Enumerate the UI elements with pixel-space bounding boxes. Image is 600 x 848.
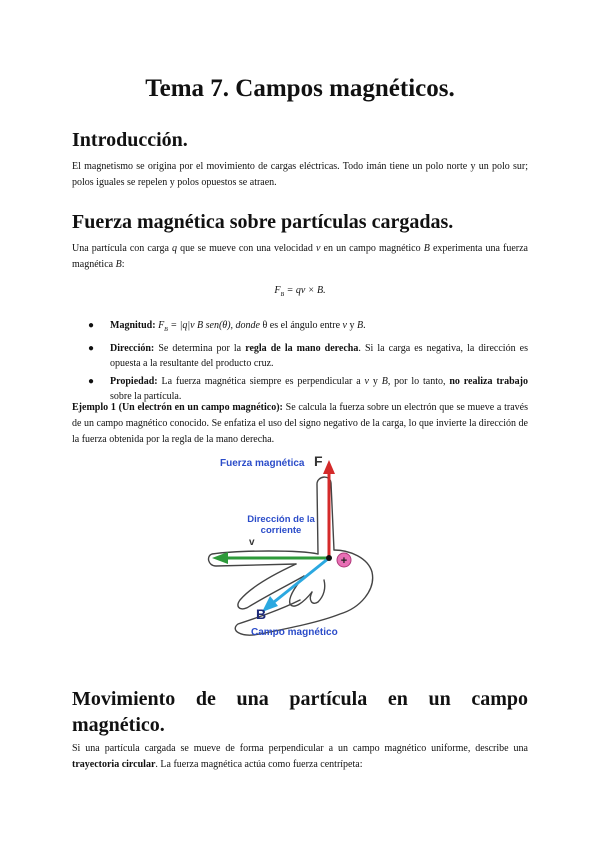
charge-symbol: + bbox=[340, 555, 348, 567]
introduction-paragraph: El magnetismo se origina por el movimiento de cargas eléctricas. Todo imán tiene un polo norte y un polo sur; polos iguales se repelen y polos opuestos se atraen. bbox=[72, 161, 528, 188]
property-direction: ● Dirección: Se determina por la regla de la mano derecha. Si la carga es negativa, la dirección es opuesta a la resultante del producto cruz. bbox=[88, 343, 528, 369]
magnetic-force-intro: Una partícula con carga q que se mueve con una velocidad v en un campo magnético B experimenta una fuerza magnética B: bbox=[72, 243, 528, 270]
particle-motion-paragraph: Si una partícula cargada se mueve de forma perpendicular a un campo magnético uniforme, describe una trayectoria circular. La fuerza magnética actúa como fuerza centrípeta: bbox=[72, 743, 528, 770]
property-magnitude: ● Magnitud: $F_B = |q|v$ B sen(θ), donde θ es el ángulo entre v y B. bbox=[88, 320, 366, 333]
section-heading-particle-motion: Movimiento de una partícula en un campo magnético. bbox=[72, 688, 528, 736]
figure-label-v: v bbox=[249, 537, 255, 548]
force-properties-list bbox=[72, 318, 528, 407]
force-arrowhead bbox=[323, 460, 335, 474]
figure-label-field: Campo magnético bbox=[251, 627, 338, 638]
bullet-icon: ● bbox=[88, 376, 95, 387]
bullet-icon: ● bbox=[88, 343, 95, 354]
right-hand-rule-figure bbox=[200, 450, 400, 646]
section-heading-introduction: Introducción. bbox=[72, 129, 188, 151]
figure-label-F: F bbox=[314, 453, 323, 469]
figure-label-B: B bbox=[256, 606, 267, 622]
document-title: Tema 7. Campos magnéticos. bbox=[145, 75, 455, 102]
property-work: ● Propiedad: La fuerza magnética siempre es perpendicular a v y B, por lo tanto, no realiza trabajo sobre la partícula. bbox=[88, 376, 529, 402]
example-paragraph: Ejemplo 1 (Un electrón en un campo magnético): Se calcula la fuerza sobre un electrón que se mueve a través de un campo magnético conocido. Se enfatiza el uso del signo negativo de la carga, lo que invierte la dirección de la fuerza obtenida por la regla de la mano derecha. bbox=[72, 402, 528, 445]
figure-label-force: Fuerza magnética bbox=[220, 458, 305, 469]
bullet-icon: ● bbox=[88, 320, 95, 331]
figure-label-direction: Dirección de la corriente bbox=[247, 514, 315, 536]
lorentz-force-formula: $F_B$ = qv × B. bbox=[274, 285, 326, 298]
origin-point bbox=[326, 555, 332, 561]
section-heading-magnetic-force: Fuerza magnética sobre partículas cargadas. bbox=[72, 211, 454, 233]
